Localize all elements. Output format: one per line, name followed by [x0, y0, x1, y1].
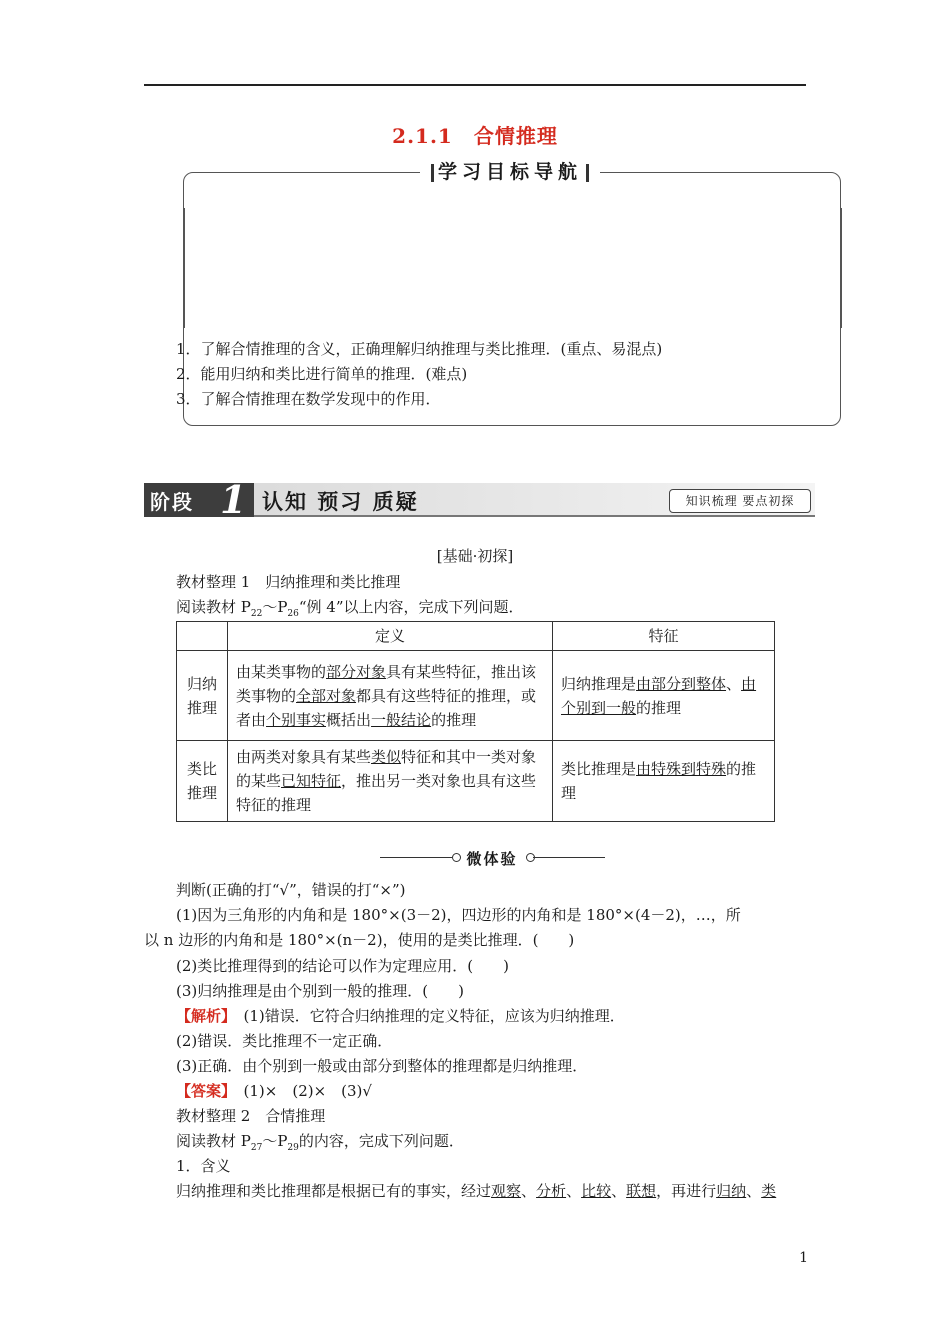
text-run: 、	[746, 1182, 762, 1200]
judge-q3: (3)归纳推理是由个别到一般的推理．( )	[176, 982, 464, 1000]
table-header-cell: 定义	[228, 622, 553, 651]
text-run: 、	[726, 674, 742, 693]
basics-heading: [基础·初探]	[436, 547, 514, 565]
underlined-answer: 部分对象	[326, 662, 387, 681]
underlined-answer: 一般结论	[371, 710, 432, 729]
underlined-answer: 类	[761, 1182, 777, 1200]
underlined-answer: 联想	[626, 1182, 657, 1200]
goals-box-left-rule	[183, 208, 185, 328]
text-run: 具有某些特征，推出该类事物的	[236, 662, 537, 705]
section2-heading: 教材整理 2 合情推理	[176, 1107, 326, 1125]
text-run: 类比推理是	[561, 760, 637, 778]
underlined-answer: 已知特征	[281, 772, 342, 790]
goals-heading: 学习目标导航	[420, 156, 600, 188]
underlined-answer: 分析	[536, 1182, 567, 1200]
underlined-answer: 由部分到整体	[636, 674, 727, 693]
header-rule	[144, 84, 806, 86]
stage-tag: 知识梳理 要点初探	[669, 489, 811, 513]
text-run: 、	[566, 1182, 582, 1200]
text-run: 都具有这些特征的推理，或者由	[236, 686, 537, 729]
row-definition	[228, 651, 553, 741]
row-feature	[553, 741, 775, 822]
section2-intro: 阅读教材 $P_{27}\sim P_{29}$的内容，完成下列问题．	[176, 1132, 464, 1153]
goal-item-1: 1．了解合情推理的含义，正确理解归纳推理与类比推理．(重点、易混点)	[176, 340, 663, 358]
answer-line: 【答案】 (1)× (2)× (3)√	[176, 1082, 372, 1100]
underlined-answer: 由个别到一般	[561, 674, 757, 717]
text-run: 由某类事物的	[236, 662, 327, 681]
judge-q1-line2: 以 n 边形的内角和是 180°×(n－2)，使用的是类比推理．( )	[144, 931, 575, 949]
reasoning-table	[176, 621, 775, 822]
stage-label: 阶段	[150, 490, 194, 514]
section2-item: 1．含义	[176, 1157, 231, 1175]
table-row	[177, 651, 775, 741]
underlined-answer: 归纳	[716, 1182, 747, 1200]
judge-q1-line1: (1)因为三角形的内角和是 180°×(3－2)，四边形的内角和是 180°×(4－2)，…，所	[176, 906, 741, 924]
stage-number: 1	[220, 477, 247, 522]
analysis-line3: (3)正确．由个别到一般或由部分到整体的推理都是归纳推理．	[176, 1057, 588, 1075]
text-run: 特征和其中一类对象的某些	[236, 748, 537, 790]
page-title: 2.1.1 合情推理	[392, 124, 558, 148]
micro-heading: 微体验	[380, 848, 605, 868]
goal-item-3: 3．了解合情推理在数学发现中的作用．	[176, 390, 441, 408]
underlined-answer: 观察	[491, 1182, 522, 1200]
text-run: 由两类对象具有某些	[236, 748, 372, 766]
text-run: ，再进行	[656, 1182, 717, 1200]
text-run: 、	[611, 1182, 627, 1200]
analysis-line1: 【解析】 (1)错误．它符合归纳推理的定义特征，应该为归纳推理．	[176, 1007, 625, 1025]
text-run: ，推出另一类对象也具有这些特征的推理	[236, 772, 537, 814]
page-number: 1	[799, 1250, 808, 1266]
section2-line	[176, 1180, 776, 1201]
goals-box-right-rule	[840, 208, 842, 328]
table-header-cell	[177, 622, 228, 651]
text-run: 归纳推理和类比推理都是根据已有的事实，经过	[176, 1182, 492, 1200]
text-run: 的推理	[636, 698, 682, 717]
row-feature	[553, 651, 775, 741]
text-run: 归纳推理是	[561, 674, 637, 693]
section1-heading: 教材整理 1 归纳推理和类比推理	[176, 573, 401, 591]
row-name: 归纳推理	[177, 651, 228, 741]
analysis-line2: (2)错误．类比推理不一定正确．	[176, 1032, 393, 1050]
goal-item-2: 2．能用归纳和类比进行简单的推理．(难点)	[176, 365, 468, 383]
text-run: 的推理	[561, 760, 757, 802]
underlined-answer: 比较	[581, 1182, 612, 1200]
judge-prompt: 判断(正确的打“√”，错误的打“×”)	[176, 881, 406, 899]
row-definition	[228, 741, 553, 822]
text-run: 的推理	[431, 710, 477, 729]
judge-q2: (2)类比推理得到的结论可以作为定理应用．( )	[176, 957, 509, 975]
underlined-answer: 个别事实	[266, 710, 327, 729]
underlined-answer: 全部对象	[296, 686, 357, 705]
text-run: 、	[521, 1182, 537, 1200]
stage-badge	[144, 477, 254, 522]
stage-title: 认知 预习 质疑	[262, 489, 419, 514]
underlined-answer: 由特殊到特殊	[636, 760, 727, 778]
underlined-answer: 类似	[371, 748, 402, 766]
row-name: 类比推理	[177, 741, 228, 822]
text-run: 概括出	[326, 710, 372, 729]
table-header-cell: 特征	[553, 622, 775, 651]
table-row	[177, 741, 775, 822]
section1-intro: 阅读教材 $P_{22}\sim P_{26}“$例 4”以上内容，完成下列问题．	[176, 598, 524, 619]
table-header-row	[177, 622, 775, 651]
